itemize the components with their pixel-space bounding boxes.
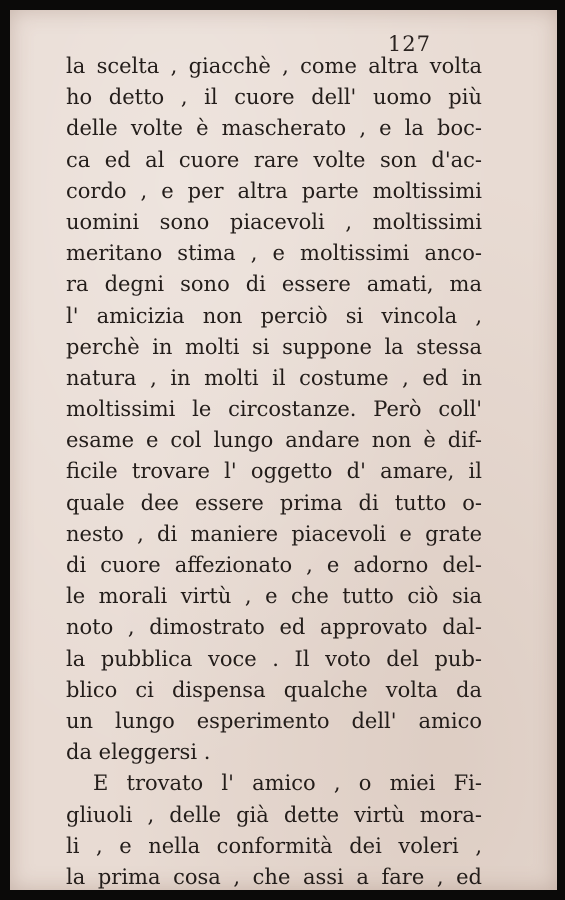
page-number: 127 [387,32,431,56]
text-line: li , e nella conformità dei voleri , [66,833,482,858]
paragraph-start-line: E trovato l' amico , o miei Fi- [93,771,482,796]
text-line: meritano stima , e moltissimi anco- [66,241,482,266]
body-text [66,51,482,893]
text-line: ho detto , il cuore dell' uomo più [66,85,482,110]
text-line: moltissimi le circostanze. Però coll' [66,397,482,422]
text-line: gliuoli , delle già dette virtù mora- [66,802,482,827]
text-line: perchè in molti si suppone la stessa [66,334,482,359]
text-line: le morali virtù , e che tutto ciò sia [66,584,482,609]
text-line: nesto , di maniere piacevoli e grate [66,521,482,546]
text-line: cordo , e per altra parte moltissimi [66,178,482,203]
text-line: uomini sono piacevoli , moltissimi [66,209,482,234]
text-line: esame e col lungo andare non è dif- [66,428,482,453]
text-line: quale dee essere prima di tutto o- [66,490,482,515]
text-line: ficile trovare l' oggetto d' amare, il [66,459,482,484]
text-line: ra degni sono di essere amati, ma [66,272,482,297]
text-line: noto , dimostrato ed approvato dal- [66,615,482,640]
text-line: ca ed al cuore rare volte son d'ac- [66,147,482,172]
text-line: delle volte è mascherato , e la boc- [66,116,482,141]
book-page [10,10,557,890]
text-line: blico ci dispensa qualche volta da [66,677,482,702]
text-line: la prima cosa , che assi a fare , ed [66,864,482,889]
text-line: di cuore affezionato , e adorno del- [66,553,482,577]
text-line: un lungo esperimento dell' amico [66,708,482,733]
text-line: la pubblica voce . Il voto del pub- [66,646,482,671]
text-line: l' amicizia non perciò si vincola , [66,303,482,328]
paragraph-end-line: da eleggersi . [66,740,211,765]
text-line: natura , in molti il costume , ed in [66,365,482,390]
text-line: la scelta , giacchè , come altra volta [66,54,482,78]
